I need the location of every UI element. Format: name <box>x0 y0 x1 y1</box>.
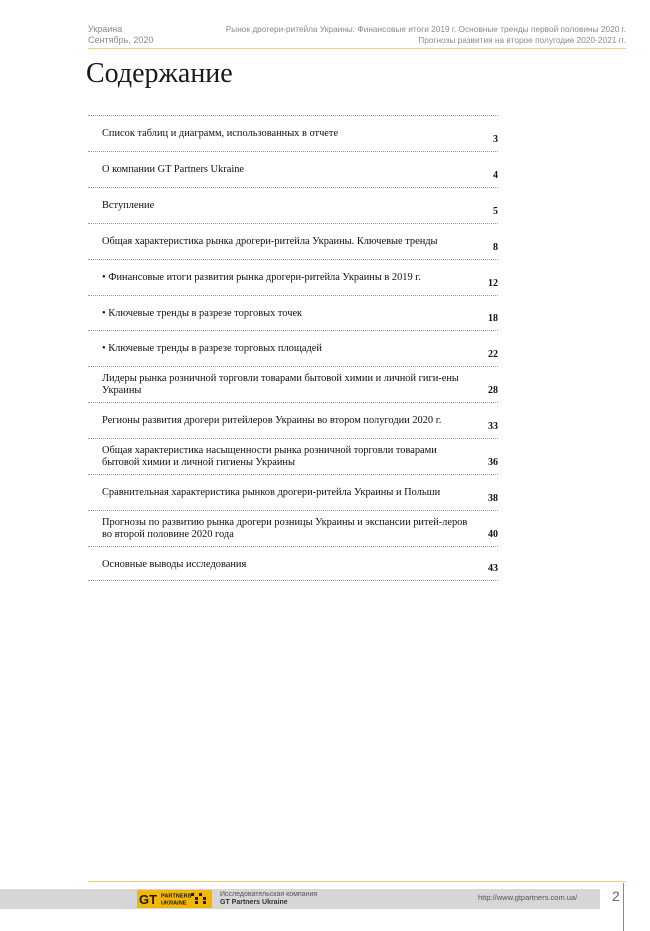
toc-entry[interactable] <box>88 439 498 475</box>
toc-entry-title: Основные выводы исследования <box>102 559 247 570</box>
page-title: Содержание <box>86 58 233 89</box>
svg-text:GT: GT <box>139 892 158 907</box>
toc-entry-page-number: 18 <box>488 313 498 324</box>
toc-entry[interactable] <box>88 547 498 581</box>
footer-url-link[interactable]: http://www.gtpartners.com.ua/ <box>478 893 578 902</box>
toc-entry-page-number: 3 <box>493 134 498 145</box>
toc-entry[interactable] <box>88 152 498 188</box>
toc-entry-title: Список таблиц и диаграмм, использованных в отчете <box>102 128 339 139</box>
toc-entry-page-number: 4 <box>493 170 498 181</box>
footer-company-line1: Исследовательская компания <box>220 891 318 898</box>
toc-entry[interactable] <box>88 367 498 403</box>
toc-entry-title: Прогнозы по развитию рынка дрогери розницы Украины и экспансии ритей-леров во второй половине 2020 года <box>102 517 468 540</box>
toc-entry[interactable] <box>88 475 498 511</box>
toc-entry-title: О компании GT Partners Ukraine <box>102 164 245 175</box>
header-report-title <box>226 24 626 46</box>
toc-entry[interactable] <box>88 331 498 367</box>
toc-entry-title: • Финансовые итоги развития рынка дрогери-ритейла Украины в 2019 г. <box>102 272 421 283</box>
toc-entry-title: • Ключевые тренды в разрезе торговых площадей <box>102 343 322 354</box>
page-header <box>0 0 650 48</box>
toc-entry-title: Общая характеристика насыщенности рынка розничной торговли товарами бытовой химии и личной гигиены Украины <box>102 445 437 468</box>
toc-entry-title: Вступление <box>102 200 155 211</box>
page-number: 2 <box>612 888 620 904</box>
svg-text:PARTNERS: PARTNERS <box>161 893 192 900</box>
toc-entry[interactable] <box>88 511 498 547</box>
toc-entry[interactable] <box>88 224 498 260</box>
toc-entry-title: Общая характеристика рынка дрогери-ритейла Украины. Ключевые тренды <box>102 236 438 247</box>
footer-company <box>220 891 317 907</box>
header-report-title-line1: Рынок дрогери-ритейла Украины: Финансовые итоги 2019 г. Основные тренды первой половины 2020 г. <box>225 24 626 34</box>
toc-entry-page-number: 40 <box>488 529 498 540</box>
header-left <box>88 24 153 46</box>
header-date: Сентябрь, 2020 <box>88 35 154 45</box>
toc-entry-title: • Ключевые тренды в разрезе торговых точек <box>102 308 303 319</box>
toc-entry-page-number: 36 <box>488 457 498 468</box>
toc-entry-page-number: 28 <box>488 385 498 396</box>
toc-entry[interactable] <box>88 403 498 439</box>
gt-partners-logo <box>137 890 212 908</box>
footer-company-line2: GT Partners Ukraine <box>220 899 288 906</box>
header-divider <box>88 48 626 49</box>
footer-vertical-line <box>623 883 624 931</box>
toc-entry-page-number: 12 <box>488 278 498 289</box>
toc-entry-page-number: 22 <box>488 349 498 360</box>
toc-entry-page-number: 43 <box>488 563 498 574</box>
toc-entry[interactable] <box>88 260 498 296</box>
toc-entry-page-number: 5 <box>493 206 498 217</box>
toc-entry[interactable] <box>88 296 498 331</box>
toc-entry[interactable] <box>88 188 498 224</box>
toc-entry-title: Регионы развития дрогери ритейлеров Украины во втором полугодии 2020 г. <box>102 415 442 426</box>
header-report-title-line2: Прогнозы развития на второе полугодие 2020-2021 гг. <box>418 35 626 45</box>
footer-divider <box>88 881 626 882</box>
toc-entry-page-number: 33 <box>488 421 498 432</box>
toc-entry[interactable] <box>88 116 498 152</box>
header-country: Украина <box>88 24 123 34</box>
toc-entry-page-number: 8 <box>493 242 498 253</box>
toc-entry-title: Сравнительная характеристика рынков дрогери-ритейла Украины и Польши <box>102 487 441 498</box>
toc-entry-page-number: 38 <box>488 493 498 504</box>
svg-text:UKRAINE: UKRAINE <box>161 900 187 907</box>
table-of-contents <box>88 115 498 581</box>
toc-entry-title: Лидеры рынка розничной торговли товарами бытовой химии и личной гиги-ены Украины <box>102 373 459 396</box>
